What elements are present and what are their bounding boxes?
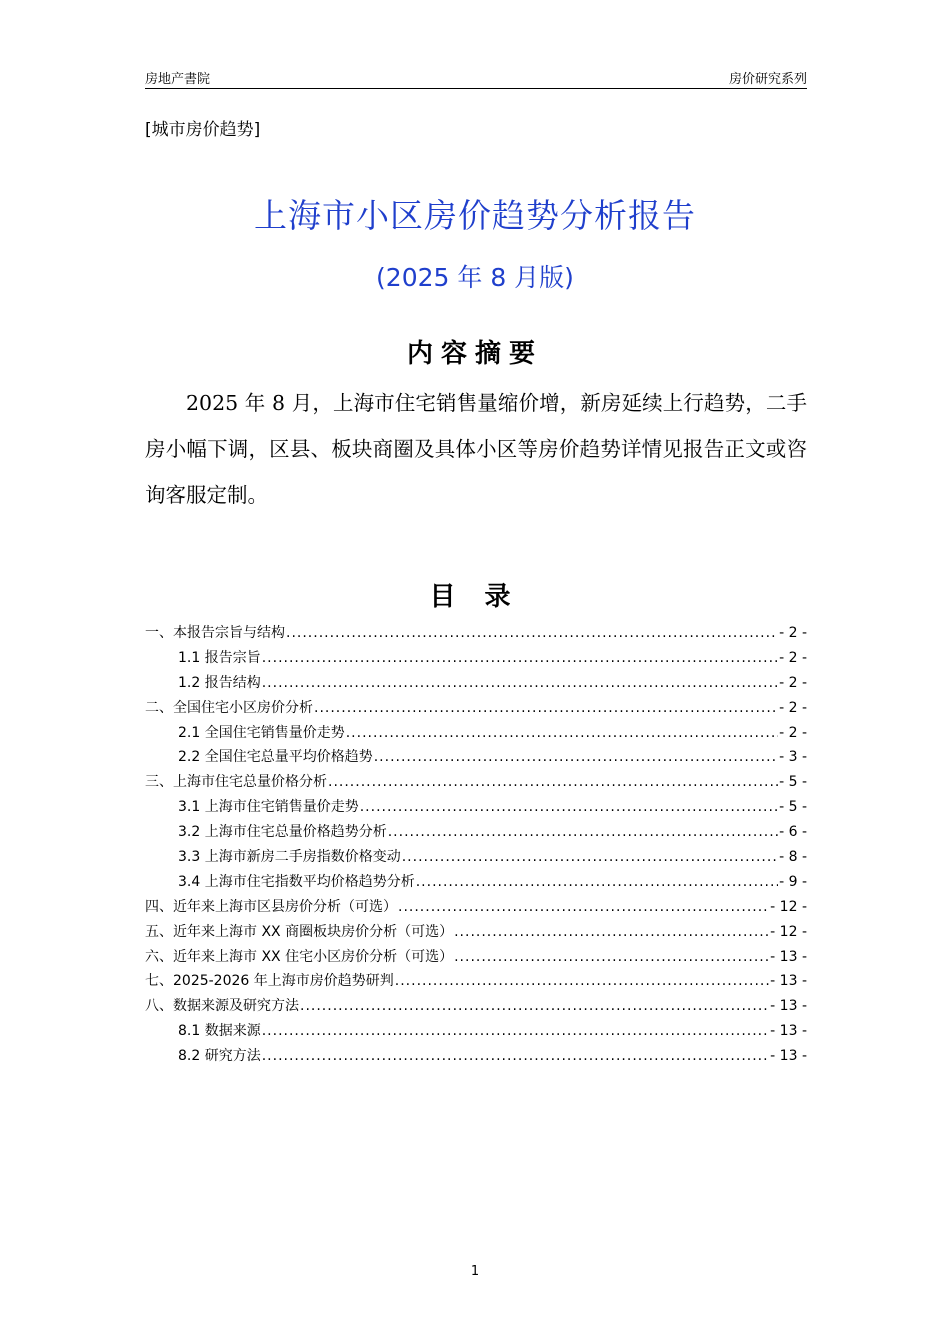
toc-entry-page: - 12 - — [770, 923, 807, 940]
toc-entry-page: - 2 - — [779, 724, 807, 741]
toc-leader — [262, 1044, 769, 1069]
toc-entry-page: - 5 - — [779, 799, 807, 816]
toc-entry[interactable] — [145, 745, 807, 770]
toc-entry-page: - 2 - — [779, 649, 807, 666]
report-title: 上海市小区房价趋势分析报告 — [254, 196, 696, 235]
toc-entry-page: - 13 - — [770, 973, 807, 990]
toc-entry[interactable] — [145, 969, 807, 994]
toc-entry[interactable] — [145, 820, 807, 845]
page-number: 1 — [470, 1264, 480, 1279]
toc-entry-title: 1.1 报告宗旨 — [178, 649, 261, 666]
header-series: 房价研究系列 — [728, 72, 807, 87]
summary-paragraph: 2025 年 8 月，上海市住宅销售量缩价增，新房延续上行趋势，二手房小幅下调，区县、板块商圈及具体小区等房价趋势详情见报告正文或咨询客服定制。 — [145, 391, 807, 507]
toc-entry[interactable] — [145, 721, 807, 746]
toc-entry-title: 六、近年来上海市 XX 住宅小区房价分析（可选） — [145, 948, 454, 965]
toc-entry-page: - 5 - — [779, 774, 807, 791]
toc-entry[interactable] — [145, 671, 807, 696]
toc-heading: 目 录 — [429, 582, 521, 612]
toc-entry-page: - 2 - — [779, 674, 807, 691]
category-label: [城市房价趋势] — [145, 120, 261, 140]
toc-entry-page: - 2 - — [779, 625, 807, 641]
toc-leader — [328, 770, 778, 795]
toc-entry[interactable] — [145, 795, 807, 820]
toc-entry[interactable] — [145, 1044, 807, 1069]
toc-entry-title: 七、2025-2026 年上海市房价趋势研判 — [145, 973, 394, 990]
toc-entry[interactable] — [145, 994, 807, 1019]
toc-leader — [454, 945, 769, 970]
toc-leader — [262, 646, 778, 671]
toc-entry[interactable] — [145, 770, 807, 795]
page-header — [145, 66, 807, 89]
toc-entry-page: - 9 - — [779, 873, 807, 890]
toc-entry[interactable] — [145, 696, 807, 721]
toc-entry-title: 2.1 全国住宅销售量价走势 — [178, 724, 345, 741]
toc-entry-title: 1.2 报告结构 — [178, 674, 261, 691]
toc-leader — [395, 969, 769, 994]
toc-entry[interactable] — [145, 920, 807, 945]
toc-entry-title: 八、数据来源及研究方法 — [145, 998, 299, 1015]
toc-entry[interactable] — [145, 945, 807, 970]
toc-leader — [416, 870, 778, 895]
toc-entry[interactable] — [145, 621, 807, 646]
header-publisher: 房地产書院 — [145, 72, 211, 87]
toc-entry-title: 8.2 研究方法 — [178, 1048, 261, 1065]
toc-entry-title: 3.1 上海市住宅销售量价走势 — [178, 799, 359, 816]
toc-entry-title: 3.3 上海市新房二手房指数价格变动 — [178, 849, 401, 866]
toc-leader — [374, 745, 778, 770]
toc-entry-title: 五、近年来上海市 XX 商圈板块房价分析（可选） — [145, 923, 454, 940]
toc-leader — [398, 895, 769, 920]
toc-entry-title: 3.2 上海市住宅总量价格趋势分析 — [178, 824, 387, 841]
toc-entry[interactable] — [145, 1019, 807, 1044]
toc-entry-title: 四、近年来上海市区县房价分析（可选） — [145, 898, 397, 915]
toc-entry-title: 二、全国住宅小区房价分析 — [145, 699, 313, 716]
toc-entry-title: 一、本报告宗旨与结构 — [145, 625, 285, 641]
toc-entry-title: 2.2 全国住宅总量平均价格趋势 — [178, 749, 373, 766]
toc-entry[interactable] — [145, 870, 807, 895]
toc-leader — [314, 696, 778, 721]
toc-leader — [262, 671, 778, 696]
toc-leader — [300, 994, 769, 1019]
toc-leader — [262, 1019, 769, 1044]
toc-leader — [346, 721, 778, 746]
toc-entry-page: - 13 - — [770, 948, 807, 965]
summary-heading: 内容摘要 — [406, 339, 543, 369]
toc-entry[interactable] — [145, 895, 807, 920]
toc-entry-page: - 8 - — [779, 849, 807, 866]
toc-entry-title: 8.1 数据来源 — [178, 1023, 261, 1040]
toc-leader — [360, 795, 778, 820]
toc-entry-page: - 2 - — [779, 699, 807, 716]
toc-leader — [286, 621, 778, 646]
table-of-contents — [145, 621, 807, 1069]
toc-entry-page: - 12 - — [770, 898, 807, 915]
toc-entry-page: - 3 - — [779, 749, 807, 766]
toc-entry-page: - 13 - — [770, 998, 807, 1015]
report-edition: (2025 年 8 月版) — [376, 263, 574, 292]
toc-entry-page: - 13 - — [770, 1023, 807, 1040]
toc-entry-title: 3.4 上海市住宅指数平均价格趋势分析 — [178, 873, 415, 890]
toc-leader — [454, 920, 769, 945]
toc-entry[interactable] — [145, 646, 807, 671]
toc-entry[interactable] — [145, 845, 807, 870]
toc-entry-page: - 13 - — [770, 1048, 807, 1065]
toc-leader — [402, 845, 778, 870]
toc-leader — [388, 820, 778, 845]
toc-entry-page: - 6 - — [779, 824, 807, 841]
toc-entry-title: 三、上海市住宅总量价格分析 — [145, 774, 327, 791]
